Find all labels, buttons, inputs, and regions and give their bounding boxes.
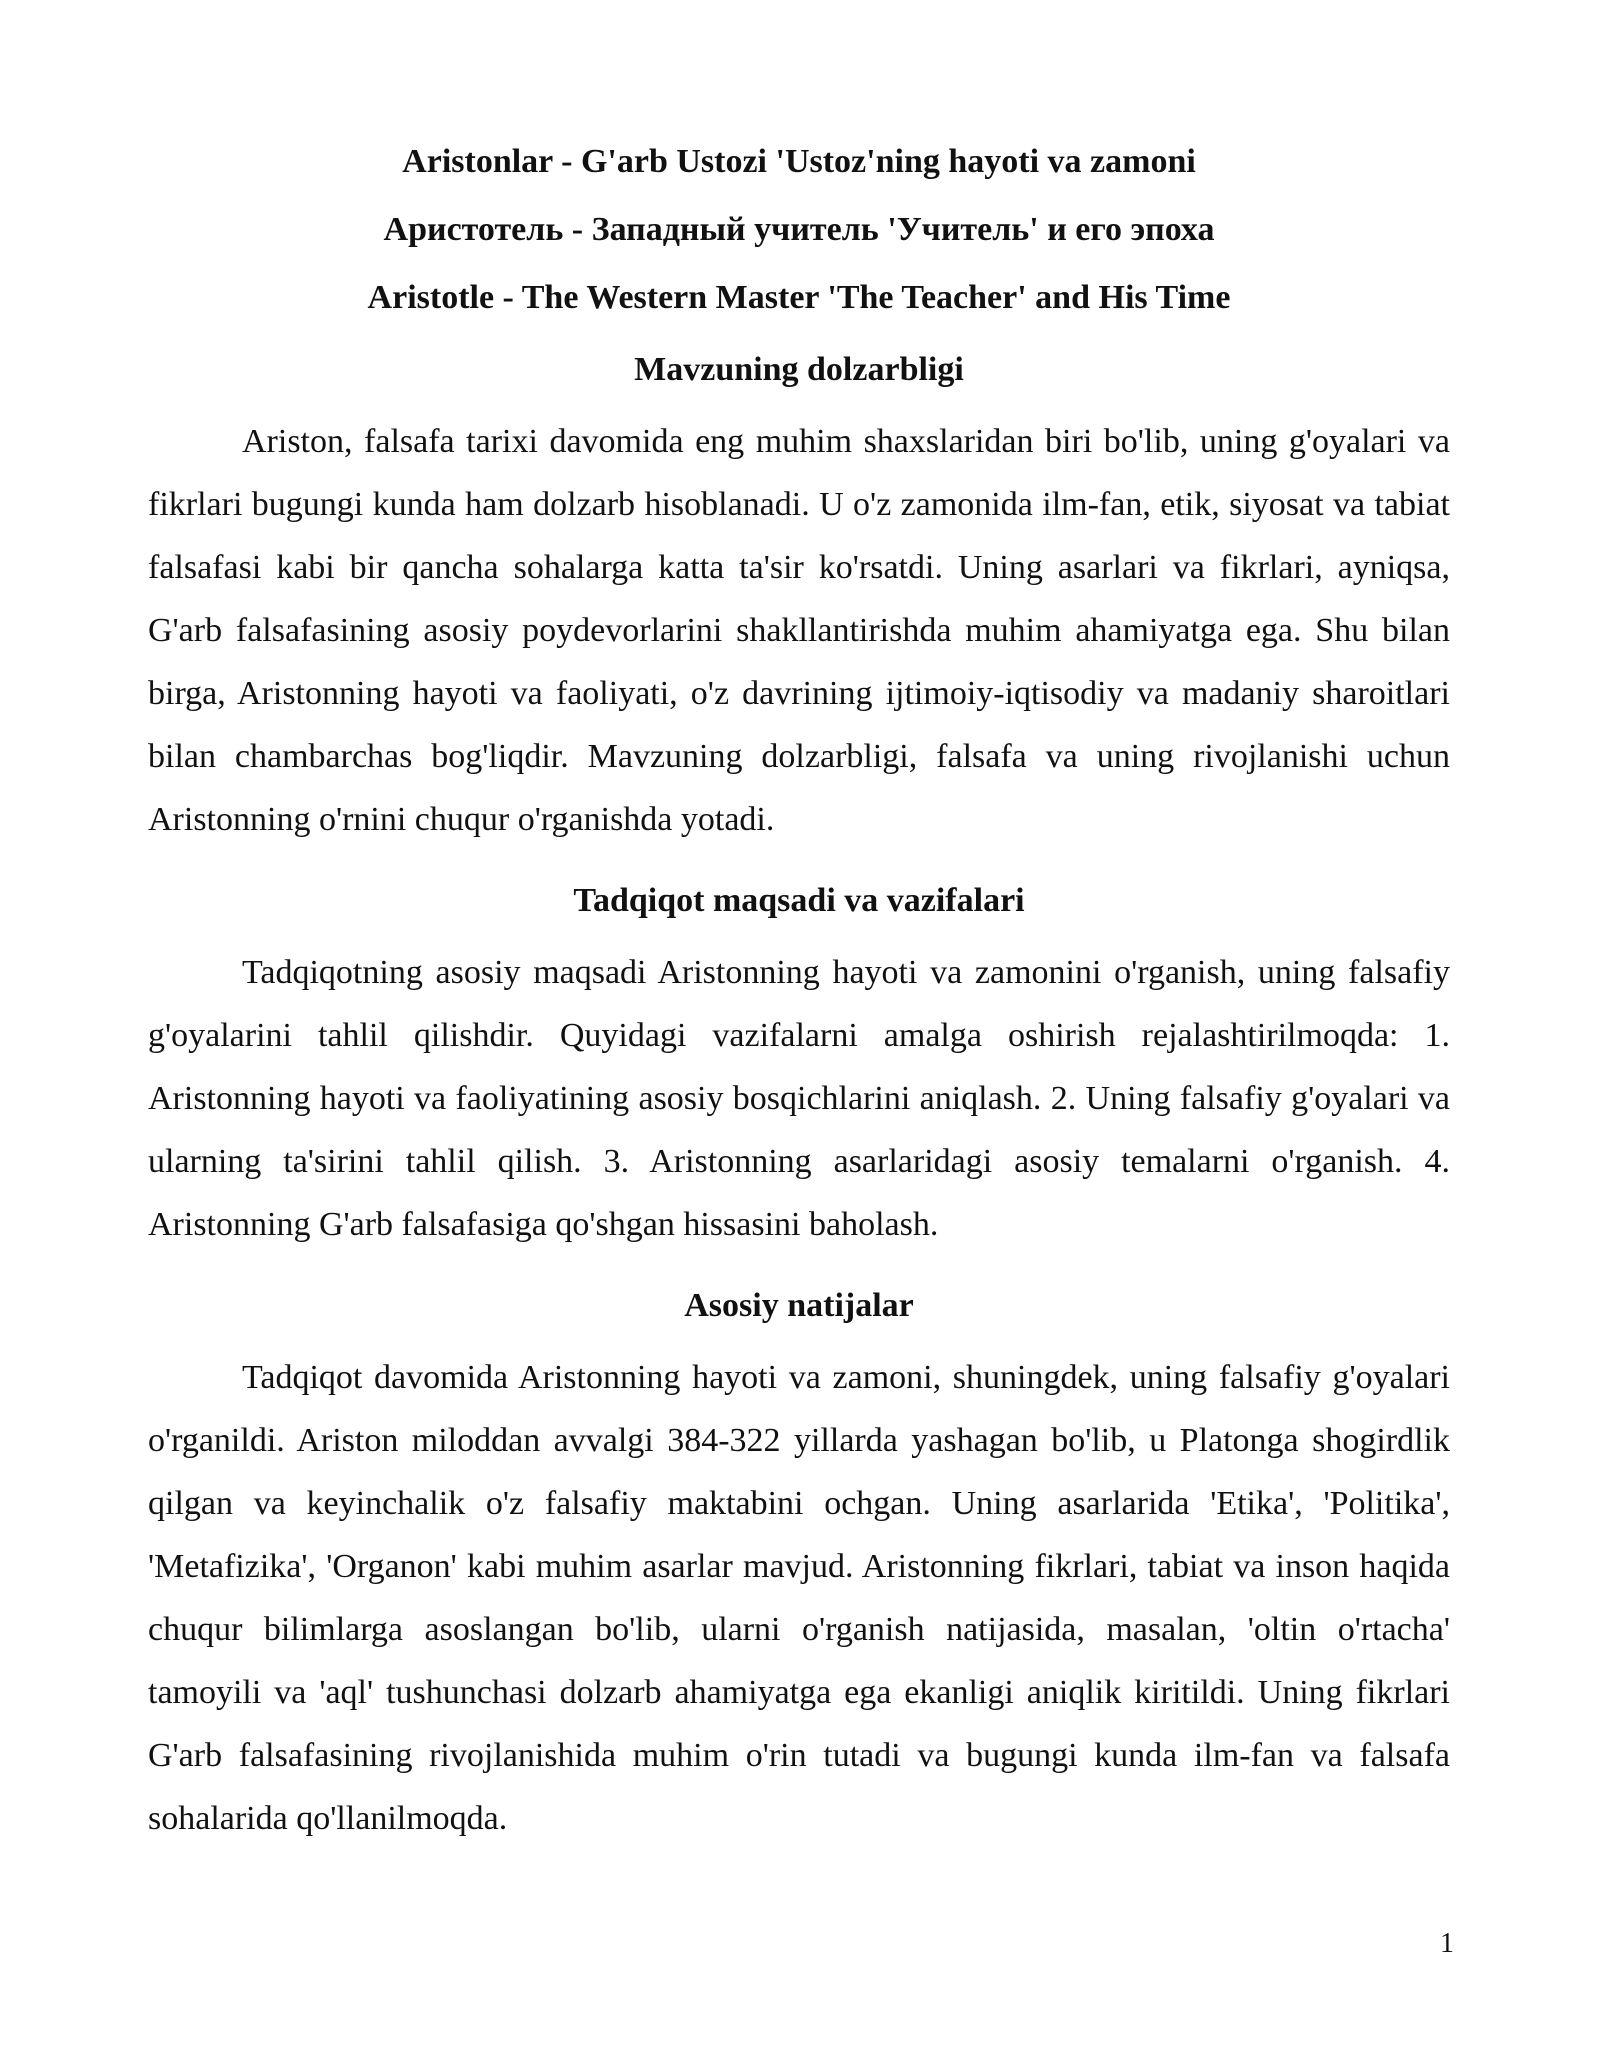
document-page bbox=[148, 140, 1450, 1878]
section-heading-results: Asosiy natijalar bbox=[684, 1287, 914, 1324]
page-number: 1 bbox=[1440, 1928, 1454, 1959]
section-heading-goals: Tadqiqot maqsadi va vazifalari bbox=[573, 882, 1025, 919]
title-english: Aristotle - The Western Master 'The Teacher' and His Time bbox=[367, 279, 1231, 316]
section-text-results: Tadqiqot davomida Aristonning hayoti va zamoni, shuningdek, uning falsafiy g'oyalari o'rganildi. Ariston miloddan avvalgi 384-322 yillarda yashagan bo'lib, u Platonga shogirdlik qilgan va keyinchalik o'z falsafiy maktabini ochgan. Uning asarlarida 'Etika', 'Politika', 'Metafizika', 'Organon' kabi muhim asarlar mavjud. Aristonning fikrlari, tabiat va inson haqida chuqur bilimlarga asoslangan bo'lib, ularni o'rganish natijasida, masalan, 'oltin o'rtacha' tamoyili va 'aql' tushunchasi dolzarb ahamiyatga ega ekanligi aniqlik kiritildi. Uning fikrlari G'arb falsafasining rivojlanishida muhim o'rin tutadi va bugungi kunda ilm-fan va falsafa sohalarida qo'llanilmoqda. bbox=[148, 1359, 1450, 1837]
section-text-relevance: Ariston, falsafa tarixi davomida eng muhim shaxslaridan biri bo'lib, uning g'oyalari va fikrlari bugungi kunda ham dolzarb hisoblanadi. U o'z zamonida ilm-fan, etik, siyosat va tabiat falsafasi kabi bir qancha sohalarga katta ta'sir ko'rsatdi. Uning asarlari va fikrlari, ayniqsa, G'arb falsafasining asosiy poydevorlarini shakllantirishda muhim ahamiyatga ega. Shu bilan birga, Aristonning hayoti va faoliyati, o'z davrining ijtimoiy-iqtisodiy va madaniy sharoitlari bilan chambarchas bog'liqdir. Mavzuning dolzarbligi, falsafa va uning rivojlanishi uchun Aristonning o'rnini chuqur o'rganishda yotadi. bbox=[148, 423, 1450, 838]
section-heading-relevance: Mavzuning dolzarbligi bbox=[634, 351, 964, 388]
title-uzbek: Aristonlar - G'arb Ustozi 'Ustoz'ning hayoti va zamoni bbox=[402, 143, 1196, 180]
section-text-goals: Tadqiqotning asosiy maqsadi Aristonning hayoti va zamonini o'rganish, uning falsafiy g'oyalarini tahlil qilishdir. Quyidagi vazifalarni amalga oshirish rejalashtirilmoqda: 1. Aristonning hayoti va faoliyatining asosiy bosqichlarini aniqlash. 2. Uning falsafiy g'oyalari va ularning ta'sirini tahlil qilish. 3. Aristonning asarlaridagi asosiy temalarni o'rganish. 4. Aristonning G'arb falsafasiga qo'shgan hissasini baholash. bbox=[148, 954, 1450, 1243]
title-russian: Аристотель - Западный учитель 'Учитель' и его эпоха bbox=[383, 211, 1215, 248]
